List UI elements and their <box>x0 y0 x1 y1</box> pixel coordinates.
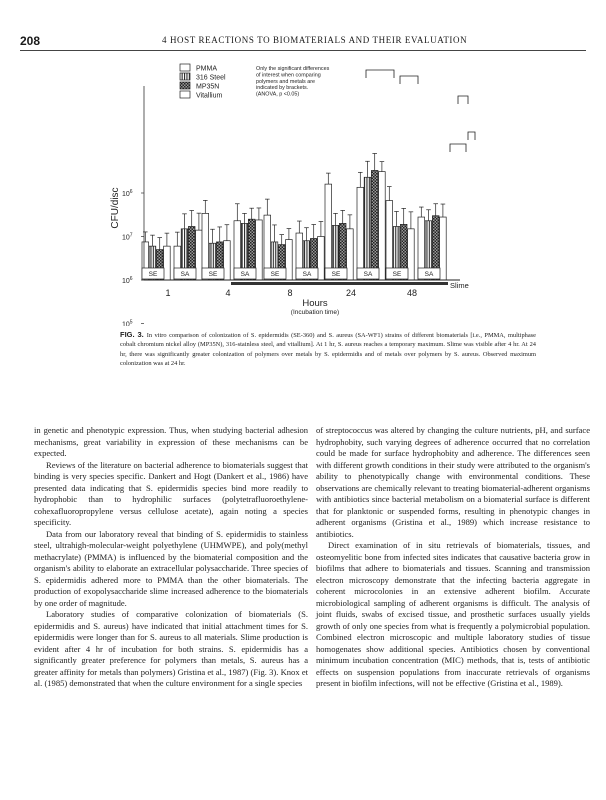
significance-bracket <box>458 96 468 104</box>
left-paragraph-3: Data from our laboratory reveal that binding of S. epidermidis to stainless steel, ultrahigh-molecular-weight polyethylene (UHMWPE), and poly(methyl methacrylate) (PMMA) is influenced by the biomaterial composition and the organism's ability to elaborate an extracellular polysaccharide. Three species of S. epidermidis adhered more to PMMA than the other biomaterials. The production of exopolysaccharide slime increased adherence to the biomaterials by one order of magnitude. <box>34 528 308 608</box>
bar <box>196 230 203 280</box>
legend-label: Vitallium <box>196 92 223 100</box>
x-category-label: 1 <box>165 288 171 298</box>
bar-chart-figure <box>100 56 540 326</box>
strain-label: SA <box>424 271 434 278</box>
bars-layer <box>142 153 446 280</box>
x-category-label: 8 <box>287 288 293 298</box>
bar <box>224 241 231 280</box>
x-category-label: 24 <box>345 288 357 298</box>
bar <box>440 217 447 280</box>
strain-label: SE <box>270 271 280 278</box>
strain-label: SE <box>331 271 341 278</box>
legend-label: PMMA <box>196 65 217 73</box>
strain-label: SA <box>363 271 373 278</box>
header-rule <box>20 50 586 51</box>
legend-label: 316 Steel <box>196 74 226 82</box>
legend-swatch <box>180 73 190 80</box>
right-paragraph-2: Direct examination of in situ retrievals of biomaterials, tissues, and osteomyelitic bone from infected sites indicates that causative bacteria grow in biofilms that adhere to biomaterials and tissues. Scanning and transmission electron microscopy demonstrate that the infecting bacteria aggregate in coherent microcolonies in an extensive adherent biofilm. Accurate microbiological sampling of adherent organisms is difficult. The analysis of joint fluids, swabs of excised tissue, and prosthetic surfaces usually yields growth of only one species from what is frequently a polymicrobial population. Combined electron microscopic and multiple laboratory studies of tissue homogenates show additional species. Antibiotics chosen by conventional minimum incubation concentration (MIC) methods, that is, tests of antibiotic effects on suspension populations from inaccurate retrievals of organisms present in biofilm infections, will not be effective (Gristina et al., 1989). <box>316 540 590 688</box>
strain-label: SA <box>180 271 190 278</box>
y-tick-exp: 7 <box>129 232 133 239</box>
bar <box>164 246 171 280</box>
y-tick-exp: 5 <box>129 319 133 326</box>
x-axis-sublabel: (Incubation time) <box>290 309 340 316</box>
chart-note-line: (ANOVA, p <0.05) <box>256 91 300 98</box>
legend-swatch <box>180 64 190 71</box>
slime-bar <box>231 282 448 285</box>
y-tick-base: 10 <box>122 234 130 242</box>
x-axis-label: Hours <box>302 298 328 309</box>
left-paragraph-2: Reviews of the literature on bacterial adherence to biomaterials suggest that binding is very species specific. Dankert and Hogt (Dankert et al., 1986) have presented data indicating that S. epidermidis species bind more readily to hydrophobic than to hydrophilic surfaces (polytetrafluoroethylene-cohexafluoropropylene versus cellulose acetate), again noting a species specificity. <box>34 459 308 527</box>
strain-label: SA <box>240 271 250 278</box>
bar <box>256 220 263 280</box>
legend-label: MP35N <box>196 83 220 91</box>
y-tick-exp: 6 <box>129 189 133 195</box>
legend-swatch <box>180 91 190 98</box>
significance-bracket <box>366 70 394 78</box>
legend-swatch <box>180 82 190 89</box>
y-tick-exp: 6 <box>129 276 133 282</box>
right-paragraph-1: of streptococcus was altered by changing the culture nutrients, pH, and surface hydrophobity, such varying degrees of adherence occurred that no correlation could be made for surface hydrophobity and adherence. The differences seen with different growth conditions in their study were attributed to the organism's ability to phenotypically change with environmental conditions. These observations are chemically relevant to treating biomaterial-adherent organisms with antibiotics since bacterial metabolism on a biomaterial surface is different that for planktonic or suspended forms, resulting in phenotypic changes in adherent organisms (Gristina et al., 1989) which increase resistance to antibiotics. <box>316 425 590 539</box>
y-tick-label <box>122 233 133 242</box>
chart-note-line: of interest when comparing <box>256 72 321 79</box>
slime-label: Slime <box>450 281 469 290</box>
bar <box>408 229 415 280</box>
caption-text: In vitro comparison of colonization of S. epidermidis (SE-360) and S. aureus (SA-WF1) strains of different biomaterials [i.e., PMMA, multiphase cobalt chromium nickel alloy (MP35N), 316-stainless steel, and vitallium]. At 1 hr, S. aureus reaches a temporary maximum. Slime was visible after 4 hr. At 24 hr, there was significantly greater colonization of polymers over metals by S. epidermidis and of metals over polymers by S. aureus. Observed maximum colonization was at 24 hr. <box>120 332 537 368</box>
bar <box>371 170 378 280</box>
running-head: 4 HOST REACTIONS TO BIOMATERIALS AND THEIR EVALUATION <box>162 35 468 45</box>
significance-bracket <box>400 76 418 84</box>
figure-caption <box>120 330 536 369</box>
y-tick-label <box>122 320 133 327</box>
bar <box>357 187 364 280</box>
chart-foreground <box>110 64 475 326</box>
right-column <box>316 425 590 690</box>
strain-label: SA <box>302 271 312 278</box>
y-tick-base: 10 <box>122 321 130 326</box>
y-tick-label <box>122 276 133 285</box>
strain-label: SE <box>208 271 218 278</box>
page-header <box>20 34 586 50</box>
significance-bracket <box>450 144 466 152</box>
left-paragraph-1: in genetic and phenotypic expression. Thus, when studying bacterial adhesion mechanisms, great variability in expression of these mechanisms can be expected. <box>34 425 308 458</box>
chart-note-line: indicated by brackets. <box>256 85 309 92</box>
y-axis-label: CFU/disc <box>110 187 121 229</box>
strain-label: SE <box>392 271 402 278</box>
chart-note-line: polymers and metals are <box>256 78 316 85</box>
y-tick-label <box>122 189 133 198</box>
left-column <box>34 425 308 690</box>
bar <box>318 237 325 281</box>
x-category-label: 48 <box>406 288 418 298</box>
bar <box>379 172 386 280</box>
left-paragraph-4: Laboratory studies of comparative colonization of biomaterials (S. epidermidis and S. aureus) have indicated that initial attachment times for S. epidermidis were longer than for S. aureus to all materials. Slime production is evident after 4 hr of incubation for both strains. S. epidermidis has a significantly greater preference for polymers than metals, S. aureus has a greater affinity for metals than polymers) Gristina et al., 1987) (Fig. 3). Knox et al. (1985) demonstrated that when the culture environment for a single species <box>34 609 308 688</box>
x-category-label: 4 <box>225 288 231 298</box>
bar <box>286 240 293 280</box>
page-number: 208 <box>20 34 41 48</box>
y-tick-base: 10 <box>122 191 130 198</box>
bar <box>325 184 332 280</box>
bar <box>347 229 354 280</box>
significance-bracket <box>468 132 475 140</box>
y-tick-base: 10 <box>122 278 130 285</box>
chart-note-line: Only the significant differences <box>256 66 330 72</box>
bar <box>364 177 371 280</box>
strain-label: SE <box>148 271 158 278</box>
figure-label: FIG. 3. <box>120 330 144 339</box>
